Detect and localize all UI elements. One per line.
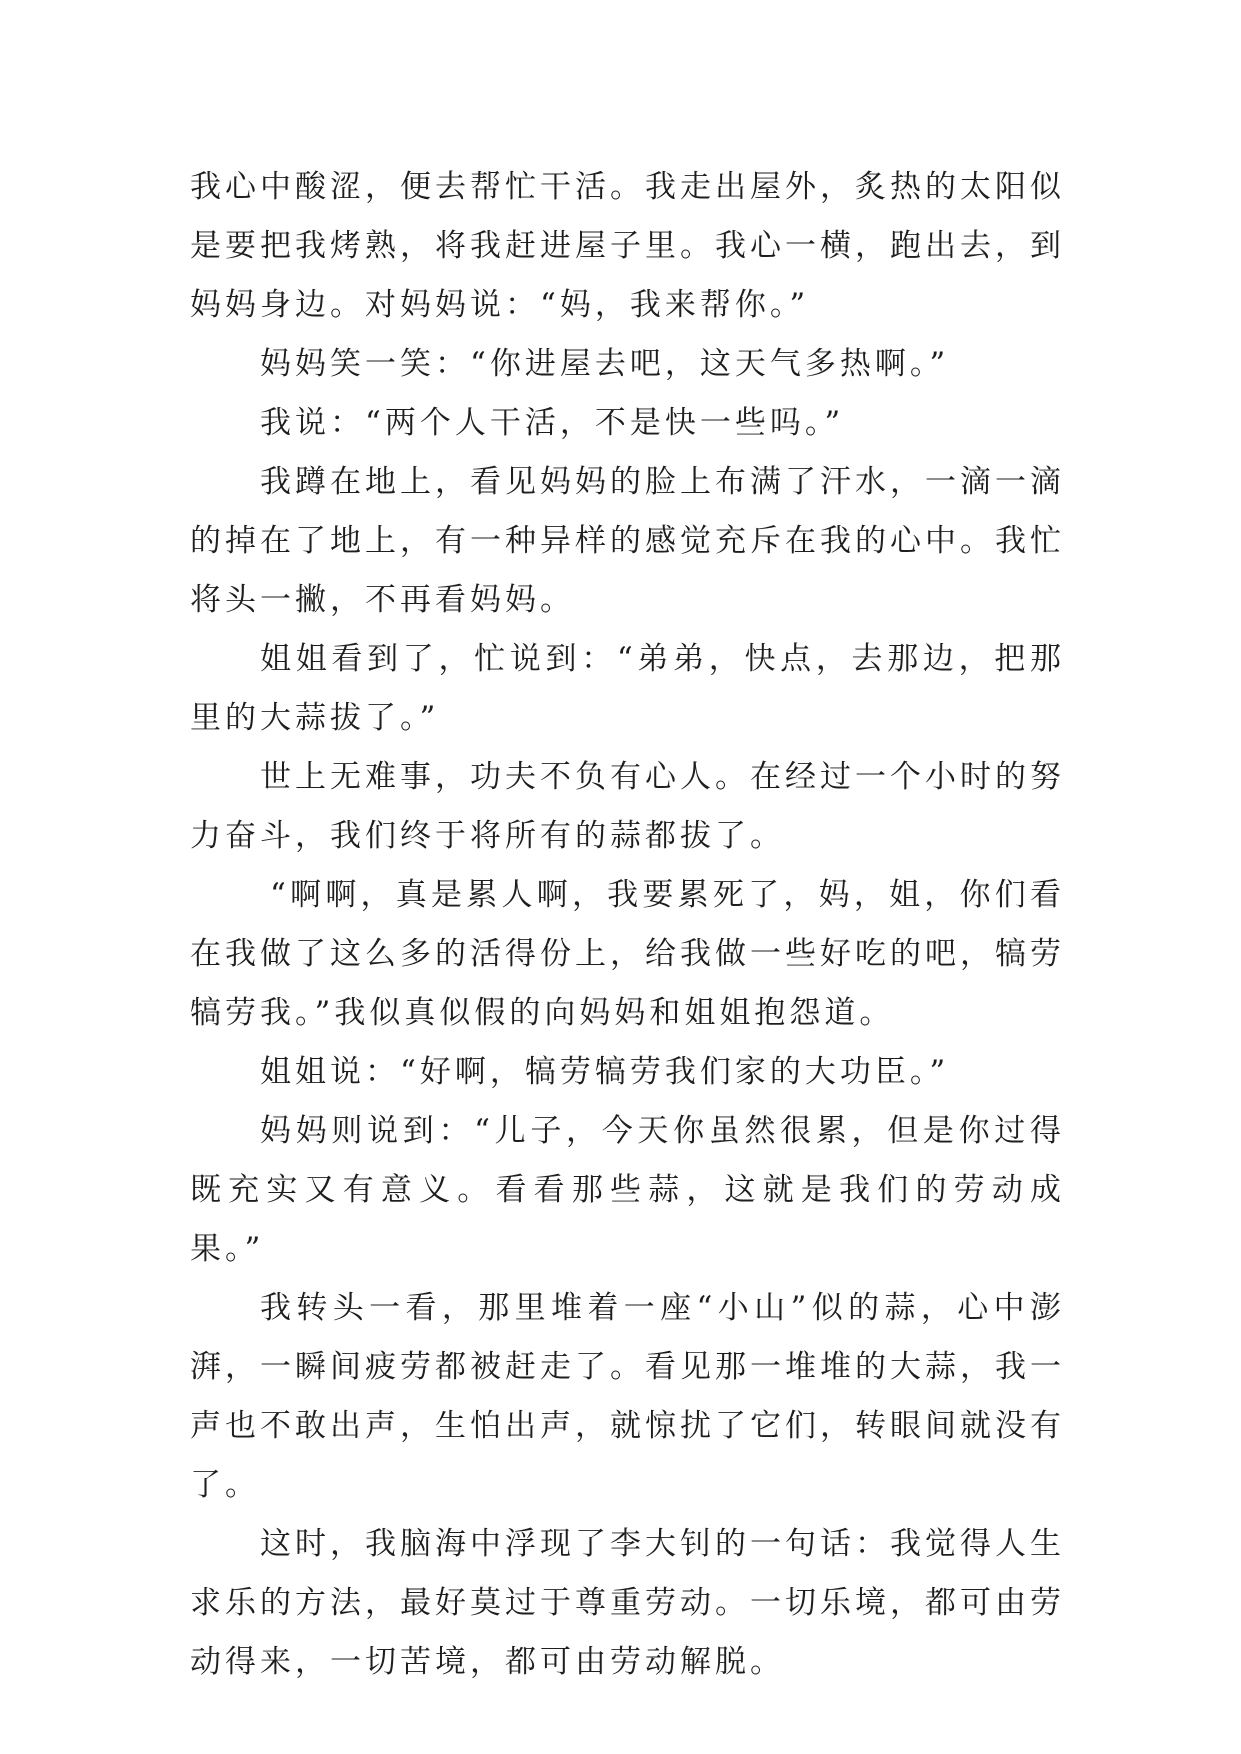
paragraph-10: 我转头一看，那里堆着一座“小山”似的蒜，心中澎湃，一瞬间疲劳都被赶走了。看见那一堆堆的大蒜，我一声也不敢出声，生怕出声，就惊扰了它们，转眼间就没有了。 — [190, 1290, 1065, 1503]
paragraph-7: “啊啊，真是累人啊，我要累死了，妈，姐，你们看在我做了这么多的活得份上，给我做一些好吃的吧，犒劳犒劳我。”我似真似假的向妈妈和姐姐抱怨道。 — [190, 877, 1065, 1031]
paragraph-2: 妈妈笑一笑：“你进屋去吧，这天气多热啊。” — [260, 346, 950, 382]
paragraph-8: 姐姐说：“好啊，犒劳犒劳我们家的大功臣。” — [260, 1054, 950, 1090]
paragraph-1: 我心中酸涩，便去帮忙干活。我走出屋外，炙热的太阳似是要把我烤熟，将我赶进屋子里。我心一横，跑出去，到妈妈身边。对妈妈说：“妈，我来帮你。” — [190, 169, 1065, 323]
paragraph-9: 妈妈则说到：“儿子，今天你虽然很累，但是你过得既充实又有意义。看看那些蒜，这就是我们的劳动成果。” — [190, 1113, 1065, 1267]
body-text — [190, 158, 1065, 1692]
paragraph-6: 世上无难事，功夫不负有心人。在经过一个小时的努力奋斗，我们终于将所有的蒜都拔了。 — [190, 759, 1065, 854]
paragraph-5: 姐姐看到了，忙说到：“弟弟，快点，去那边，把那里的大蒜拔了。” — [190, 641, 1065, 736]
paragraph-3: 我说：“两个人干活，不是快一些吗。” — [260, 405, 845, 441]
paragraph-4: 我蹲在地上，看见妈妈的脸上布满了汗水，一滴一滴的掉在了地上，有一种异样的感觉充斥在我的心中。我忙将头一撇，不再看妈妈。 — [190, 464, 1065, 618]
paragraph-11: 这时，我脑海中浮现了李大钊的一句话：我觉得人生求乐的方法，最好莫过于尊重劳动。一切乐境，都可由劳动得来，一切苦境，都可由劳动解脱。 — [190, 1526, 1065, 1680]
